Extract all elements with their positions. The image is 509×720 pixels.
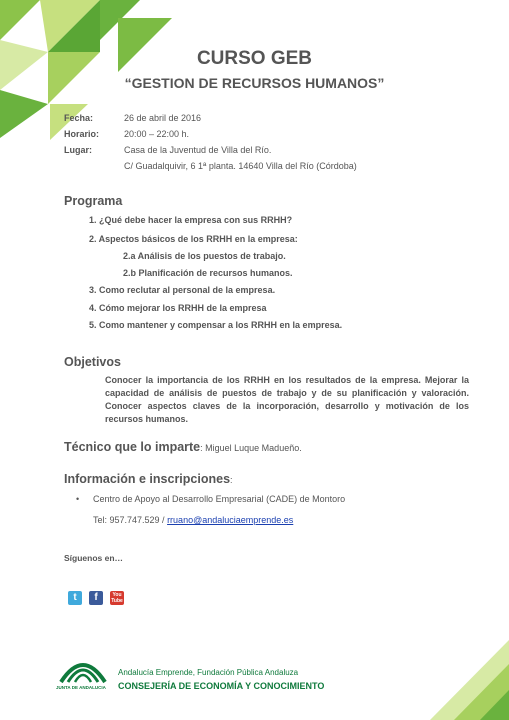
date-value: 26 de abril de 2016 [124, 113, 202, 123]
programa-item-2a: 2.a Análisis de los puestos de trabajo. [123, 251, 286, 261]
objetivos-heading: Objetivos [64, 355, 121, 369]
date-label: Fecha: [64, 113, 94, 123]
objetivos-text: Conocer la importancia de los RRHH en los resultados de la empresa. Mejorar la capacidad de análisis de puestos de trabajo y de su planificación y valoración. Conocer aspectos claves de la incorporación, desarrollo y motivación de los recursos humanos. [105, 375, 469, 424]
time-value: 20:00 – 22:00 h. [124, 129, 190, 139]
twitter-icon[interactable]: t [68, 591, 82, 605]
footer-line-2: CONSEJERÍA DE ECONOMÍA Y CONOCIMIENTO [118, 681, 325, 691]
info-center: Centro de Apoyo al Desarrollo Empresarial (CADE) de Montoro [93, 494, 346, 504]
page-title: CURSO GEB [196, 48, 313, 69]
tecnico-name: : Miguel Luque Madueño. [200, 443, 302, 453]
siguenos-label: Síguenos en… [64, 553, 124, 563]
programa-heading: Programa [64, 194, 123, 208]
junta-logo-icon [58, 652, 108, 684]
programa-item-2b: 2.b Planificación de recursos humanos. [123, 268, 293, 278]
info-heading: Información e inscripciones [64, 472, 231, 486]
programa-item-5: 5. Como mantener y compensar a los RRHH en la empresa. [89, 320, 343, 330]
info-bullet: • [76, 494, 80, 504]
place-value: Casa de la Juventud de Villa del Río. [124, 145, 272, 155]
programa-item-1: 1. ¿Qué debe hacer la empresa con sus RRHH? [89, 215, 293, 225]
address-value: C/ Guadalquivir, 6 1ª planta. 14640 Villa del Río (Córdoba) [124, 161, 357, 171]
tecnico-heading: Técnico que lo imparte [64, 440, 201, 454]
programa-item-2: 2. Aspectos básicos de los RRHH en la empresa: [89, 234, 298, 244]
facebook-icon[interactable]: f [89, 591, 103, 605]
junta-logo-text: JUNTA DE ANDALUCIA [56, 685, 106, 690]
youtube-icon[interactable]: You Tube [111, 592, 123, 604]
info-contact [93, 515, 293, 525]
info-line [64, 472, 233, 486]
info-tel: Tel: 957.747.529 / [93, 515, 168, 525]
programa-item-4: 4. Cómo mejorar los RRHH de la empresa [89, 303, 267, 313]
email-link[interactable]: rruano@andaluciaemprende.es [167, 515, 294, 525]
place-label: Lugar: [64, 145, 92, 155]
footer-line-1: Andalucía Emprende, Fundación Pública Andaluza [118, 668, 299, 677]
tecnico-line [64, 440, 302, 454]
page-subtitle: “GESTION DE RECURSOS HUMANOS” [124, 75, 385, 91]
info-colon: : [230, 475, 233, 485]
time-label: Horario: [64, 129, 100, 139]
programa-item-3: 3. Como reclutar al personal de la empresa. [89, 285, 276, 295]
bottom-right-decoration [430, 640, 509, 720]
